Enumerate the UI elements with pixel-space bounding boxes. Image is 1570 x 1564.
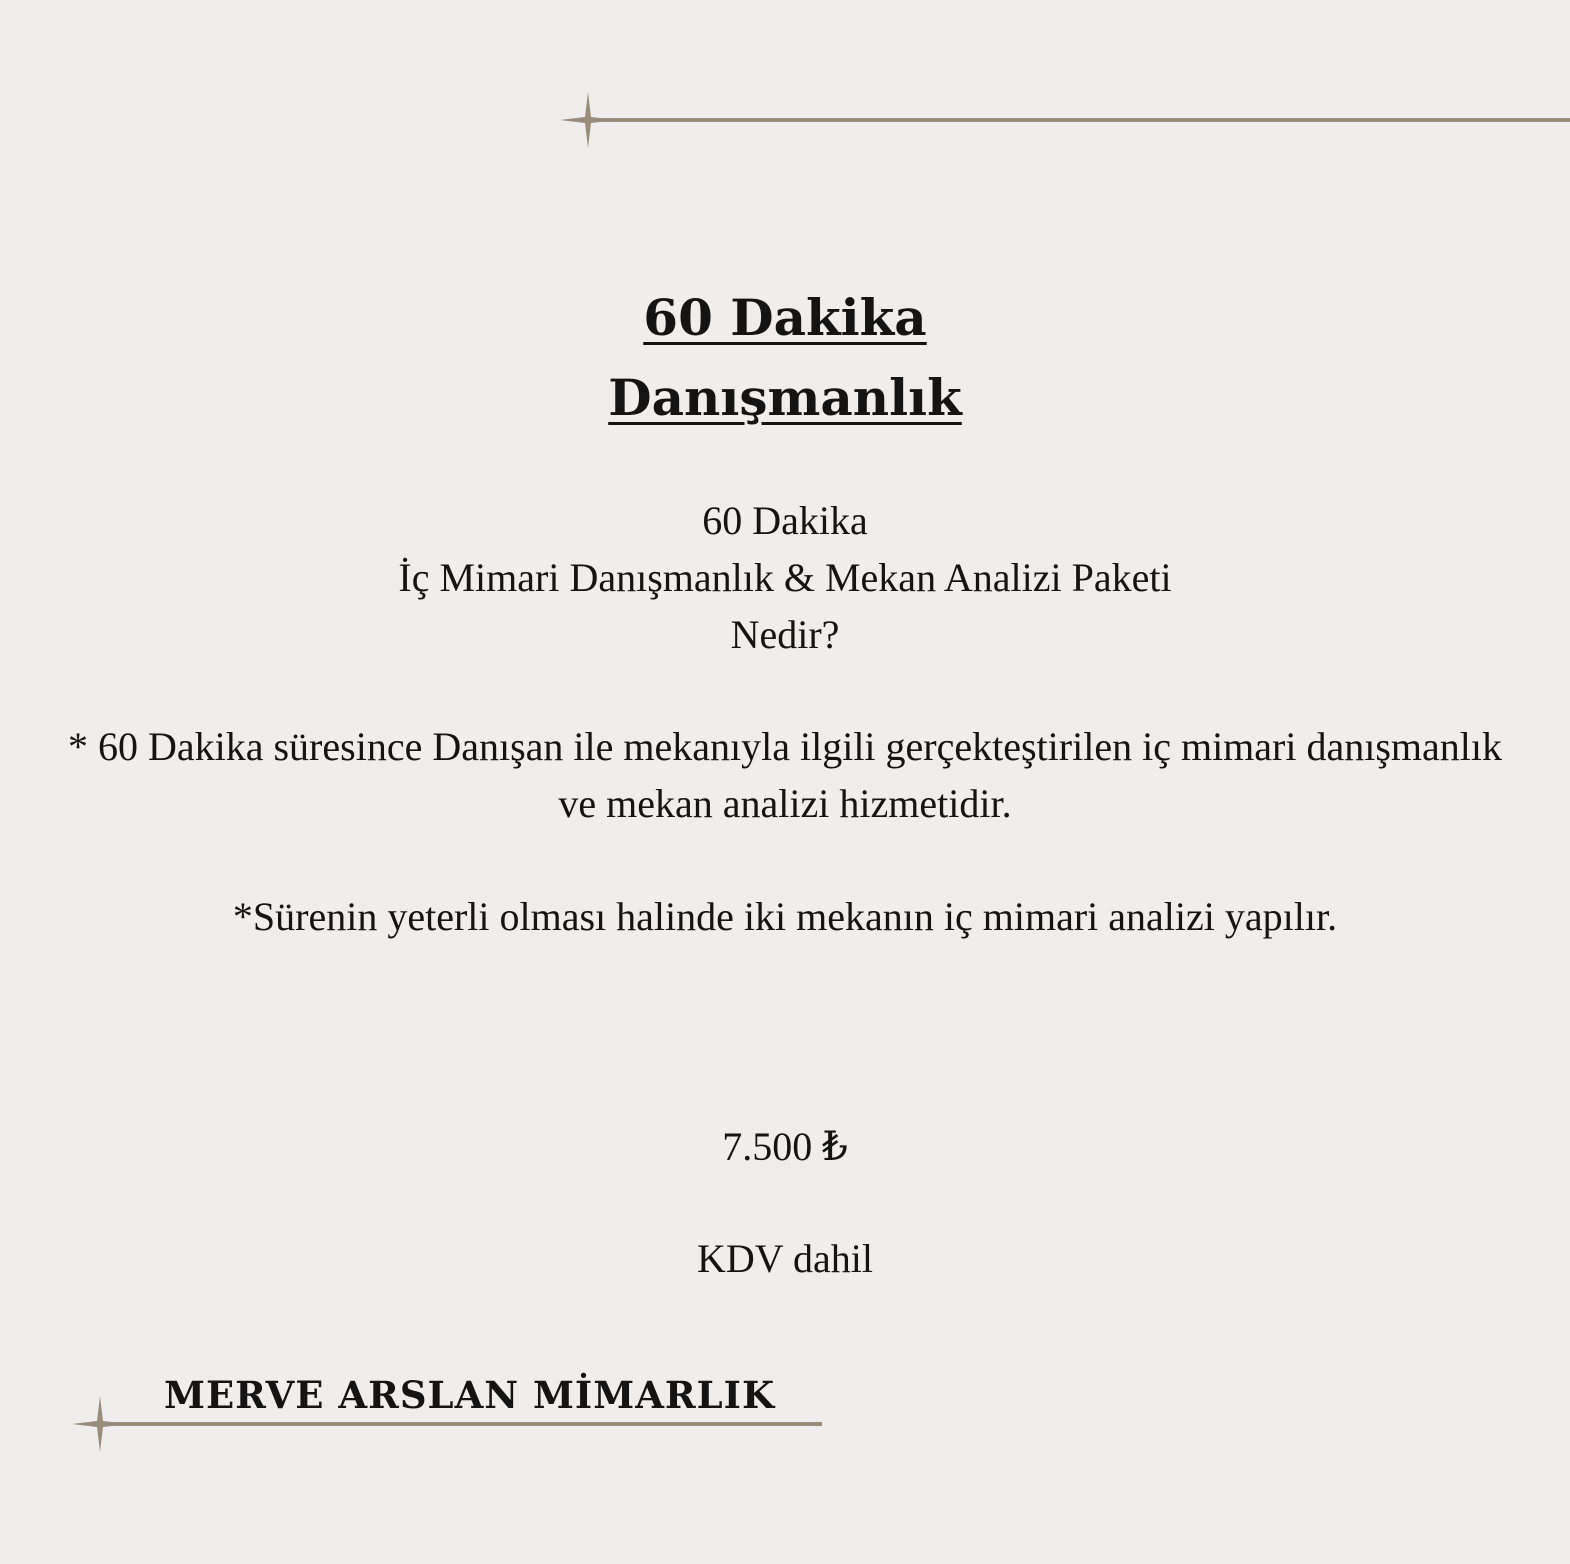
page-title (0, 278, 1570, 438)
page-title-line2: Danışmanlık (608, 368, 962, 427)
sparkle-star-icon (560, 92, 616, 148)
detail-point-2: *Sürenin yeterli olması halinde iki mekanın iç mimari analizi yapılır. (232, 894, 1338, 939)
tax-note: KDV dahil (697, 1236, 873, 1281)
sparkle-star-icon (72, 1396, 128, 1452)
page-title-line1: 60 Dakika (643, 288, 927, 347)
brand-name: MERVE ARSLAN MİMARLIK (164, 1373, 776, 1417)
intro-line-1: 60 Dakika (702, 498, 868, 543)
top-divider-ornament (558, 92, 1570, 148)
intro-line-2: İç Mimari Danışmanlık & Mekan Analizi Paketi (398, 555, 1172, 600)
intro-line-3: Nedir? (730, 612, 840, 657)
price-value: 7.500 ₺ (722, 1124, 848, 1169)
package-intro (0, 492, 1570, 663)
bottom-divider-ornament (72, 1396, 824, 1452)
detail-point-1: * 60 Dakika süresince Danışan ile mekanıyla ilgili gerçekteştirilen iç mimari danışmanlık ve mekan analizi hizmetidir. (67, 724, 1503, 826)
